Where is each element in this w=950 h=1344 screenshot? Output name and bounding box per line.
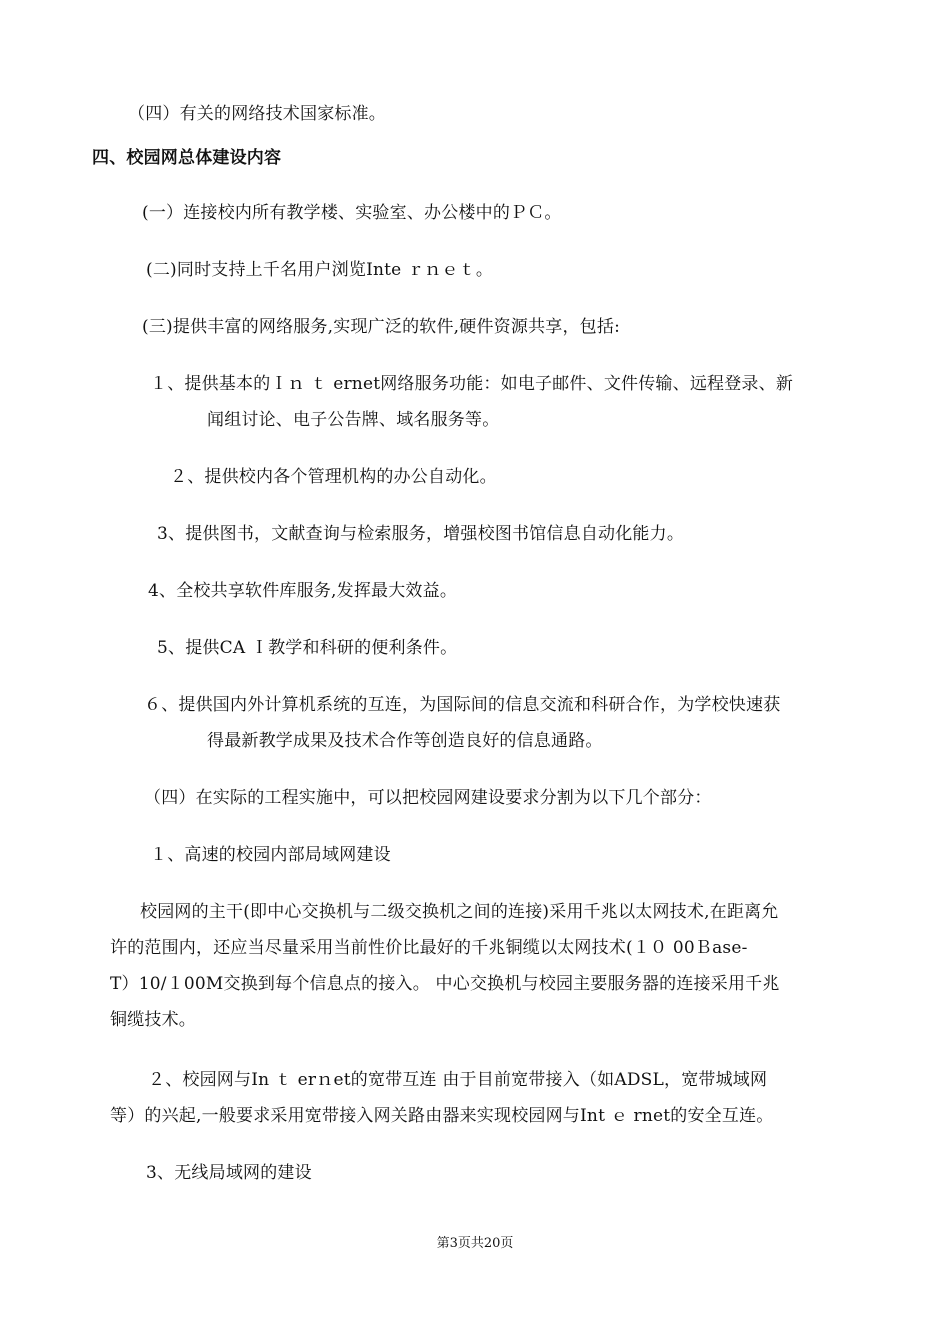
text-line: 3、无线局域网的建设 — [146, 1163, 312, 1183]
text-line: 等）的兴起,一般要求采用宽带接入网关路由器来实现校园网与Int ｅ rnet的安全互连。 — [110, 1106, 774, 1126]
text-line: 铜缆技术。 — [110, 1010, 196, 1030]
section-heading: 四、校园网总体建设内容 — [92, 148, 282, 168]
page-footer: 第3页共20页 — [436, 1236, 514, 1251]
text-line: （四）有关的网络技术国家标准。 — [128, 104, 386, 124]
text-line: （四）在实际的工程实施中，可以把校园网建设要求分割为以下几个部分： — [144, 788, 712, 808]
text-line: ６、提供国内外计算机系统的互连，为国际间的信息交流和科研合作，为学校快速获 — [144, 695, 781, 715]
text-line: (三)提供丰富的网络服务,实现广泛的软件,硬件资源共享，包括: — [142, 317, 620, 337]
text-line: (一）连接校内所有教学楼、实验室、办公楼中的ＰＣ。 — [142, 203, 562, 223]
text-line: ２、校园网与In ｔ erｎet的宽带互连 由于目前宽带接入（如ADSL，宽带城域网 — [148, 1070, 768, 1090]
text-line: 4、全校共享软件库服务,发挥最大效益。 — [148, 581, 458, 601]
text-line: １、高速的校园内部局域网建设 — [150, 845, 391, 865]
text-line: 3、提供图书，文献查询与检索服务，增强校图书馆信息自动化能力。 — [157, 524, 685, 544]
text-line: 闻组讨论、电子公告牌、域名服务等。 — [207, 410, 500, 430]
text-line: T）10/１00M交换到每个信息点的接入。 中心交换机与校园主要服务器的连接采用千兆 — [110, 974, 780, 994]
text-line: (二)同时支持上千名用户浏览Inte ｒｎｅｔ。 — [146, 260, 494, 280]
text-line: ２、提供校内各个管理机构的办公自动化。 — [170, 467, 497, 487]
text-line: 许的范围内，还应当尽量采用当前性价比最好的千兆铜缆以太网技术(１０ 00Ｂase- — [110, 938, 748, 958]
text-line: 得最新教学成果及技术合作等创造良好的信息通路。 — [207, 731, 603, 751]
text-line: 校园网的主干(即中心交换机与二级交换机之间的连接)采用千兆以太网技术,在距离允 — [140, 902, 779, 922]
text-line: 5、提供CA Ｉ教学和科研的便利条件。 — [157, 638, 458, 658]
text-line: １、提供基本的Ｉｎ ｔ ernet网络服务功能：如电子邮件、文件传输、远程登录、新 — [150, 374, 794, 394]
